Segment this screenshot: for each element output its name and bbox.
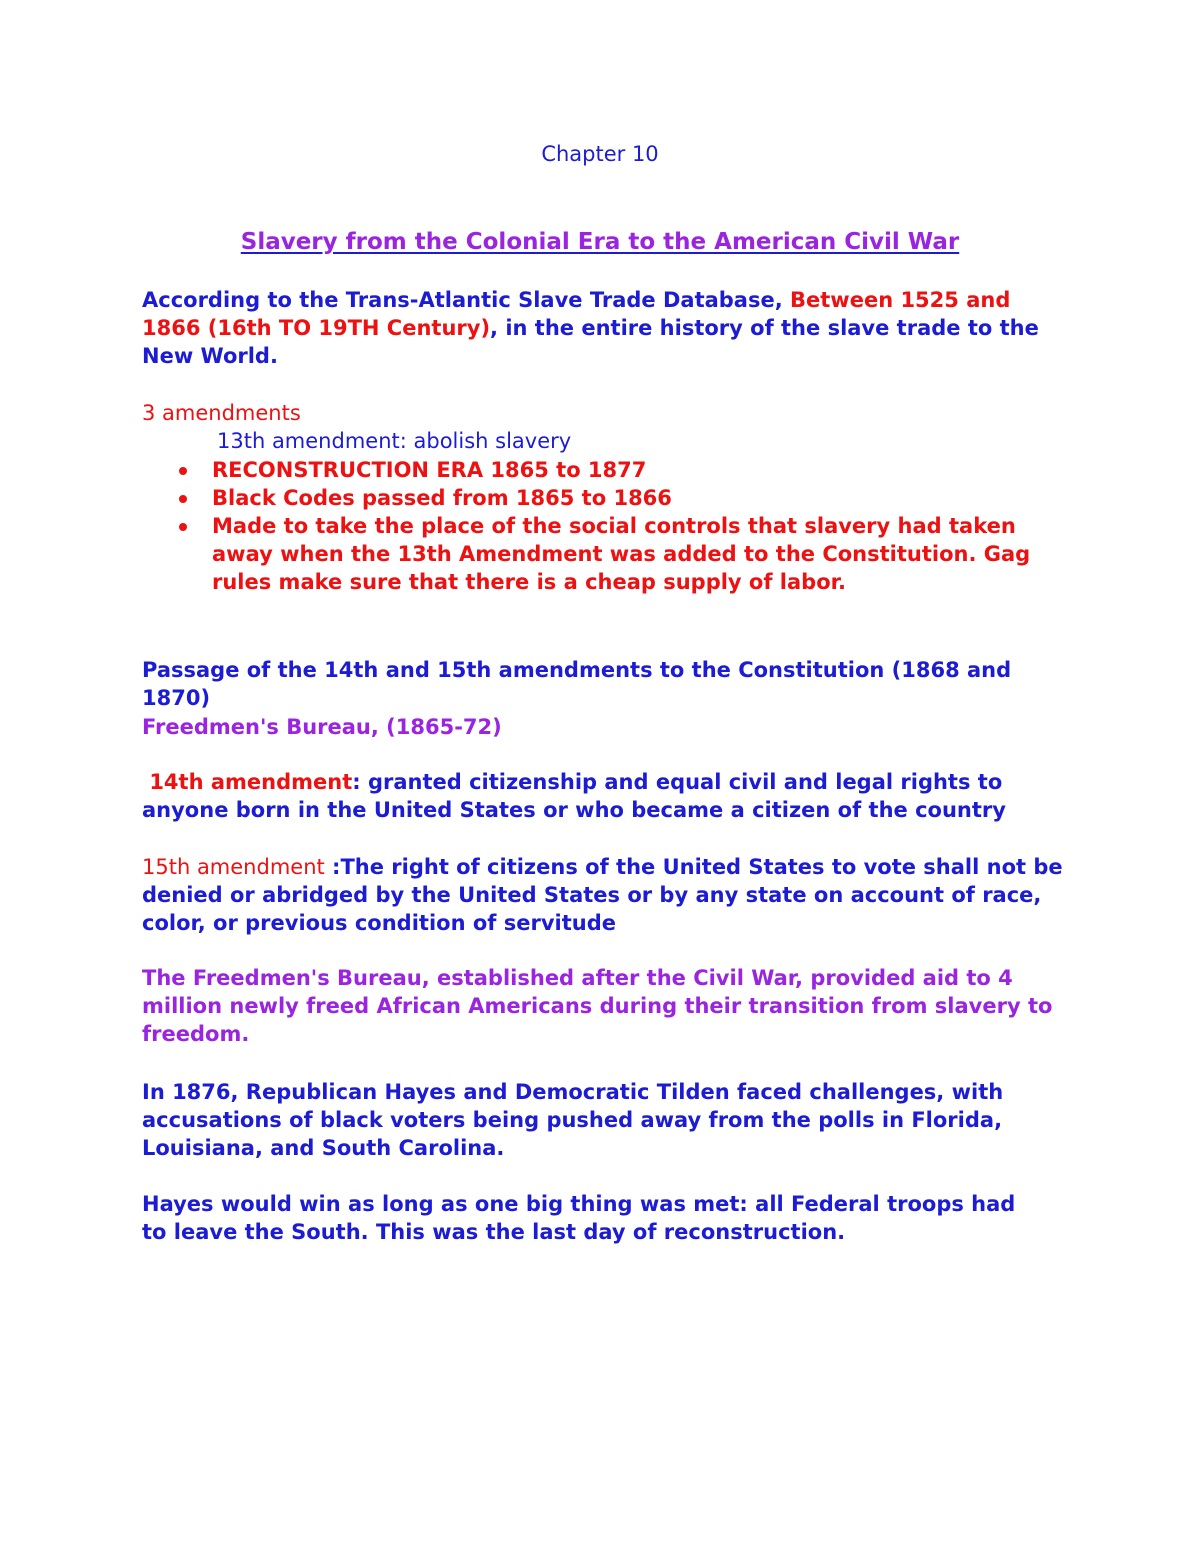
- intro-lead: According to the Trans-Atlantic Slave Trade Database,: [142, 288, 791, 312]
- intro-rest: , in the entire history of the slave trade to the New World.: [142, 316, 1039, 368]
- list-item: [142, 512, 1042, 596]
- election-paragraph: In 1876, Republican Hayes and Democratic Tilden faced challenges, with accusations of black voters being pushed away from the polls in Florida, Louisiana, and South Carolina.: [142, 1080, 1004, 1160]
- fourteenth-label: [142, 770, 352, 794]
- document-title: Slavery from the Colonial Era to the American Civil War: [240, 229, 960, 255]
- bureau-dates: Freedmen's Bureau, (1865-72): [142, 715, 502, 739]
- passage-paragraph: Passage of the 14th and 15th amendments to the Constitution (1868 and 1870): [142, 658, 1012, 710]
- reconstruction-list: [142, 456, 1042, 596]
- bullet-icon: [179, 467, 187, 475]
- fourteenth-amendment: [142, 768, 1022, 824]
- bullet-icon: [179, 523, 187, 531]
- chapter-heading: Chapter 10: [541, 142, 659, 166]
- list-item-text: Made to take the place of the social controls that slavery had taken away when the 13th Amendment was added to the Constitution. Gag rules make sure that there is a cheap supply of labor.: [212, 514, 1031, 594]
- list-item: [142, 456, 1042, 484]
- intro-paragraph: [142, 286, 1072, 370]
- intro-dates: Between 1525 and 1866 (16th TO 19TH Century): [142, 288, 1011, 340]
- bullet-icon: [179, 495, 187, 503]
- list-item-text: Black Codes passed from 1865 to 1866: [212, 486, 672, 510]
- fifteenth-amendment: [142, 853, 1072, 937]
- bureau-paragraph: The Freedmen's Bureau, established after the Civil War, provided aid to 4 million newly freed African Americans during their transition from slavery to freedom.: [142, 966, 1053, 1046]
- fifteenth-label: 15th amendment: [142, 855, 325, 879]
- list-item: [142, 484, 1042, 512]
- amendments-heading: 3 amendments: [142, 401, 301, 425]
- fifteenth-text: :The right of citizens of the United States to vote shall not be denied or abridged by the United States or by any state on account of race, color, or previous condition of servitude: [142, 855, 1063, 935]
- thirteenth-amendment: 13th amendment: abolish slavery: [217, 429, 572, 453]
- fourteenth-text: : granted citizenship and equal civil and legal rights to anyone born in the United States or who became a citizen of the country: [142, 770, 1006, 822]
- fourteenth-label-text: 14th amendment: [149, 770, 353, 794]
- list-item-text: RECONSTRUCTION ERA 1865 to 1877: [212, 458, 647, 482]
- hayes-paragraph: Hayes would win as long as one big thing was met: all Federal troops had to leave the South. This was the last day of reconstruction.: [142, 1192, 1016, 1244]
